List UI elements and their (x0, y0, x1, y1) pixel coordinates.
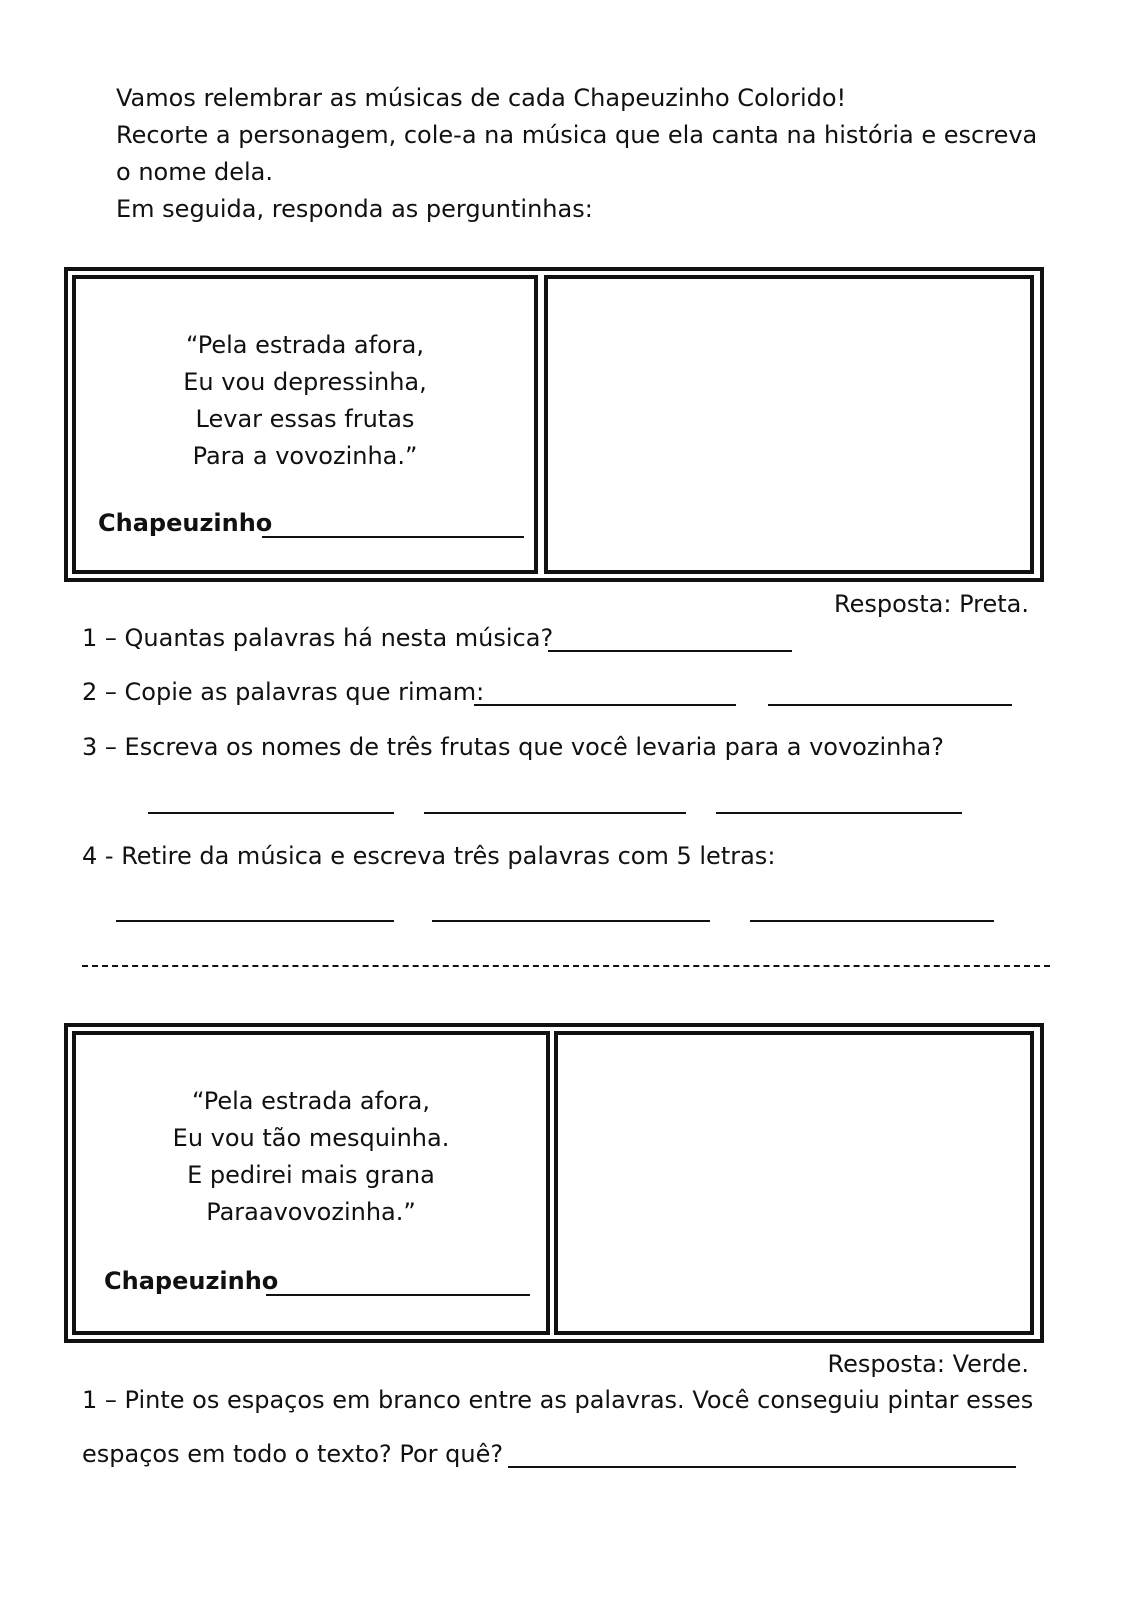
answer-line[interactable] (148, 812, 394, 814)
lyric-line: Paraavovozinha.” (206, 1198, 416, 1226)
answer-line[interactable] (548, 650, 792, 652)
lyrics-2 (76, 1083, 546, 1231)
question-2-1-line-2: espaços em todo o texto? Por quê? (82, 1440, 504, 1468)
song-box-2 (64, 1023, 1044, 1343)
name-answer-line-2[interactable] (266, 1294, 530, 1296)
question-1-1: 1 – Quantas palavras há nesta música? (82, 624, 554, 652)
lyrics-panel-2 (72, 1031, 550, 1335)
answer-label-2: Resposta: Verde. (827, 1350, 1029, 1378)
lyrics-panel-1 (72, 275, 538, 574)
lyric-line: Eu vou tão mesquinha. (172, 1124, 450, 1152)
answer-line[interactable] (716, 812, 962, 814)
lyric-line: Levar essas frutas (195, 405, 415, 433)
answer-line[interactable] (768, 704, 1012, 706)
instruction-line-1: Vamos relembrar as músicas de cada Chapeuzinho Colorido! (116, 84, 847, 112)
chapeuzinho-label-2: Chapeuzinho (104, 1267, 279, 1295)
question-1-4: 4 - Retire da música e escreva três palavras com 5 letras: (82, 842, 776, 870)
answer-line[interactable] (474, 704, 736, 706)
instructions (116, 80, 1037, 228)
chapeuzinho-label-1: Chapeuzinho (98, 509, 273, 537)
instruction-line-3: o nome dela. (116, 158, 273, 186)
answer-label-1: Resposta: Preta. (833, 590, 1029, 618)
lyrics-1 (76, 327, 534, 475)
paste-area-1[interactable] (544, 275, 1034, 574)
answer-line[interactable] (508, 1466, 1016, 1468)
answer-line[interactable] (750, 920, 994, 922)
answer-line[interactable] (424, 812, 686, 814)
cut-line (82, 965, 1050, 967)
lyric-line: “Pela estrada afora, (192, 1087, 430, 1115)
instruction-line-4: Em seguida, responda as perguntinhas: (116, 195, 593, 223)
lyric-line: E pedirei mais grana (187, 1161, 435, 1189)
lyric-line: “Pela estrada afora, (186, 331, 424, 359)
paste-area-2[interactable] (554, 1031, 1034, 1335)
question-1-3: 3 – Escreva os nomes de três frutas que você levaria para a vovozinha? (82, 733, 944, 761)
instruction-line-2: Recorte a personagem, cole-a na música que ela canta na história e escreva (116, 121, 1038, 149)
lyric-line: Para a vovozinha.” (192, 442, 418, 470)
question-2-1-line-1: 1 – Pinte os espaços em branco entre as palavras. Você conseguiu pintar esses (82, 1386, 1034, 1414)
name-answer-line-1[interactable] (262, 536, 524, 538)
song-box-1 (64, 267, 1044, 582)
lyric-line: Eu vou depressinha, (183, 368, 427, 396)
answer-line[interactable] (432, 920, 710, 922)
question-1-2: 2 – Copie as palavras que rimam: (82, 678, 485, 706)
answer-line[interactable] (116, 920, 394, 922)
